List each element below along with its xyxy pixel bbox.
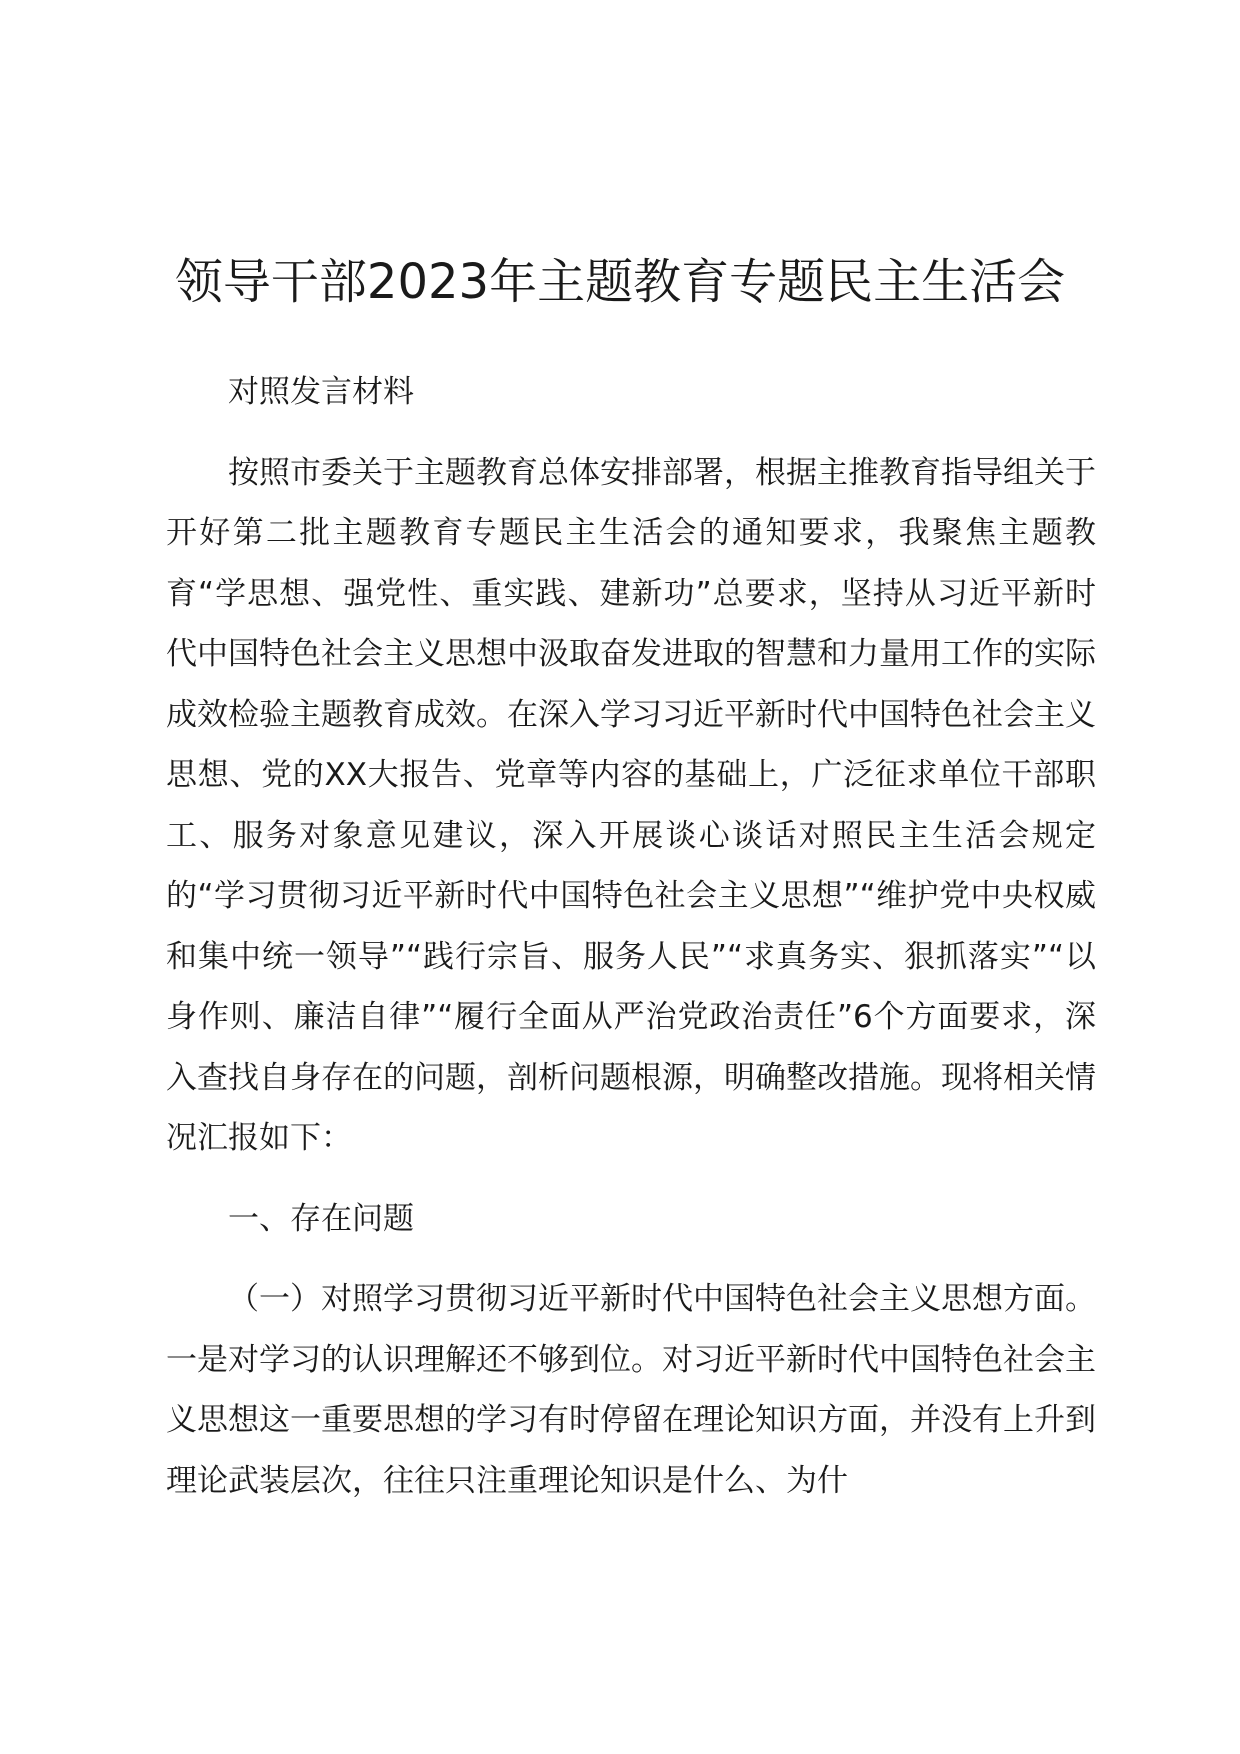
document-subtitle: 对照发言材料 xyxy=(228,374,414,410)
intro-paragraph: 按照市委关于主题教育总体安排部署，根据主推教育指导组关于开好第二批主题教育专题民主生活会的通知要求，我聚焦主题教育“学思想、强党性、重实践、建新功”总要求，坚持从习近平新时代中国特色社会主义思想中汲取奋发进取的智慧和力量用工作的实际成效检验主题教育成效。在深入学习习近平新时代中国特色社会主义思想、党的XX大报告、党章等内容的基础上，广泛征求单位干部职工、服务对象意见建议，深入开展谈心谈话对照民主生活会规定的“学习贯彻习近平新时代中国特色社会主义思想”“维护党中央权威和集中统一领导”“践行宗旨、服务人民”“求真务实、狠抓落实”“以身作则、廉洁自律”“履行全面从严治党政治责任”6个方面要求，深入查找自身存在的问题，剖析问题根源，明确整改措施。现将相关情况汇报如下： xyxy=(166,454,1096,1156)
document-body xyxy=(166,362,1096,1511)
section-heading: 一、存在问题 xyxy=(228,1200,414,1237)
section-paragraph: （一）对照学习贯彻习近平新时代中国特色社会主义思想方面。一是对学习的认识理解还不够到位。对习近平新时代中国特色社会主义思想这一重要思想的学习有时停留在理论知识方面，并没有上升到理论武装层次，往往只注重理论知识是什么、为什 xyxy=(166,1281,1096,1499)
document-title: 领导干部2023年主题教育专题民主生活会 xyxy=(174,254,1066,310)
